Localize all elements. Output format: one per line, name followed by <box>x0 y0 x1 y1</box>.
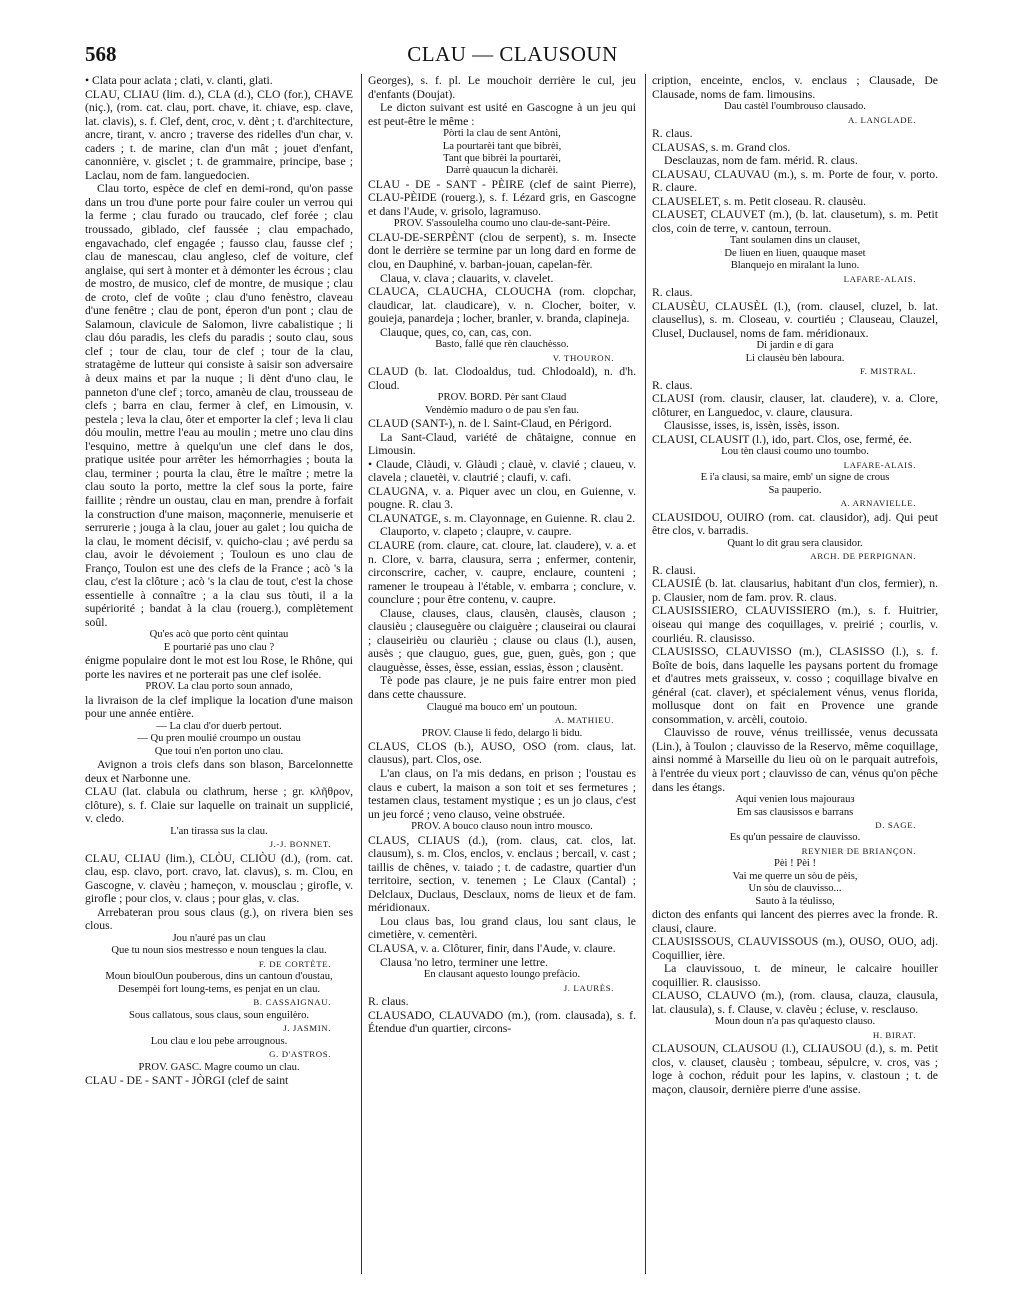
dictionary-entry: CLAUS, CLIAUS (d.), (rom. claus, cat. clos, lat. clausum), s. m. Clos, enclos, v. enclaus ; bercail, v. cast ; taillis de chênes, v. taiado ; t. de cadastre, quartier d'un territoire, section, v. tenemen ; Le Claux (Cantal) ; Delclaux, Duclaus, Desclaux, noms de lieux et de fam. méridionaux. <box>368 833 636 915</box>
dictionary-entry: • Clata pour aclata ; clati, v. clanti, glati. <box>85 74 273 87</box>
quotation-attribution: J. LAURÈS. <box>563 982 614 993</box>
quotation-attribution: G. D'ASTROS. <box>269 1049 331 1060</box>
quotation: Sous callatous, sous claus, soun enguilèro. <box>128 1009 310 1021</box>
dictionary-entry: CLAUSOUN, CLAUSOU (l.), CLIAUSOU (d.), s. m. Petit clos, v. clauset, clausèu ; tombeau, sépulcre, v. cros, vas ; loge à cochon, réduit pour les lapins, v. clastoun ; t. de maçon, clausoir, dernière pierre d'une assise. <box>652 1042 938 1097</box>
entry-paragraph: L'an claus, on l'a mis dedans, en prison ; l'oustau es claus e cubert, la maison a son toit et ses fermetures ; testamen claus, testament mystique ; es un jo claus, c'est un jeu forcé ; veno clauso, veine obstruée. <box>368 767 636 821</box>
entry-paragraph: Arrebateran prou sous claus (g.), on rivera bien ses clous. <box>85 905 353 933</box>
quotation-attribution: A. MATHIEU. <box>554 714 614 725</box>
dictionary-entry: CLAUSA, v. a. Clôturer, finir, dans l'Aude, v. claure. <box>368 942 616 955</box>
quotation: E i'a clausi, sa maire, emb' un signe de crous Sa pauperio. <box>700 472 890 496</box>
entry-continuation: dicton des enfants qui lancent des pierres avec la fronde. R. clausi, claure. <box>652 908 938 935</box>
quotation-attribution: B. CASSAIGNAU. <box>253 997 331 1008</box>
quotation: PROV. Clause li fedo, delargo li bidu. <box>421 727 583 739</box>
dictionary-entry: CLAUS, CLOS (b.), AUSO, OSO (rom. claus, lat. clausus), part. Clos, ose. <box>368 739 636 767</box>
dictionary-entry: CLAU (lat. clabula ou clathrum, herse ; gr. κλῆθρον, clôture), s. f. Claie sur laquelle on trainait un supplicié, v. cledo. <box>85 785 353 826</box>
page-header <box>85 42 940 72</box>
entry-paragraph: Clause, clauses, claus, clausèn, clausès, clauson ; clausièu ; clauseguère ou claiguère ; clauseirai ou claurai ; clauseirièu ou claurièu ; clause ou claus (l.), ausen, ausès ; que clauguo, gues, gue, guen, guès, gon ; que clauguèsse, èsses, èsse, essian, essias, èsson ; clausènt. <box>368 606 636 674</box>
dictionary-entry: CLAUSÈU, CLAUSÈL (l.), (rom. clausel, cluzel, b. lat. clausellus), s. m. Closeau, v. courtiéu ; Clauseau, Clauzel, Clusel, Duclausel, noms de fam. méridionaux. <box>652 299 938 340</box>
entry-continuation: Georges), s. f. pl. Le mouchoir derrière le cul, jeu d'enfants (Doujat). <box>368 74 636 101</box>
column-right <box>652 74 938 1097</box>
entry-paragraph: Tè pode pas claure, je ne puis faire entrer mon pied dans cette chaussure. <box>368 674 636 702</box>
dictionary-entry: CLAUSAS, s. m. Grand clos. <box>652 140 791 154</box>
entry-continuation: R. claus. <box>652 286 693 300</box>
dictionary-entry: • Claude, Clàudi, v. Glàudi ; clauè, v. clavié ; claueu, v. clavela ; clauetèi, v. clautrié ; claufi, v. cafi. <box>368 457 636 485</box>
quotation: PROV. S'assoulelha coumo uno clau-de-sant-Pèire. <box>393 218 611 230</box>
quotation: Qu'es acò que porto cènt quintau E pourtarié pas uno clau ? <box>149 629 289 653</box>
column-left <box>85 74 353 1088</box>
quotation: L'an tirassa sus la clau. <box>170 825 268 837</box>
quotation-attribution: F. DE CORTÈTE. <box>258 958 331 969</box>
quotation: Claugué ma bouco em' un poutoun. <box>426 701 578 713</box>
quotation: Tant soulamen dins un clauset, De liuen en liuen, quauque maset Blanquejo en miralant la luno. <box>724 235 866 272</box>
dictionary-entry: CLAUSISSO, CLAUVISSO (m.), CLASISSO (l.), s. f. Boîte de bois, dans laquelle les paysans portent du fromage et d'autres mets graisseux, v. cosso ; coquillage bivalve en général (cat. claver), et spécialement vénus, venus florida, mollusque dont on fait en Provence une grande consommation, v. arcèli, coutoio. <box>652 645 938 726</box>
entry-paragraph: Clauque, ques, co, can, cas, con. <box>380 325 532 339</box>
quotation-attribution: H. BIRAT. <box>872 1029 916 1040</box>
quotation: PROV. A bouco clauso noun intro mousco. <box>411 821 593 833</box>
dictionary-entry: CLAU, CLIAU (lim. d.), CLA (d.), CLO (for.), CHAVE (niç.), (rom. cat. clau, port. chave, it. chiave, esp. clave, lat. clavis), s. f. Clef, dent, croc, v. dènt ; t. d'architecture, ancre, tirant, v. ancro ; traverse des ridelles d'un char, v. caders ; t. de marine, clan d'un mât ; jouet d'enfant, canonnière, v. gisclet ; t. de grammaire, principe, base ; Laclau, nom de fam. languedocien. <box>85 87 353 182</box>
dictionary-entry: CLAUSISSOUS, CLAUVISSOUS (m.), OUSO, OUO, adj. Coquillier, ière. <box>652 935 938 962</box>
dictionary-entry: CLAUSADO, CLAUVADO (m.), (rom. clausada), s. f. Étendue d'un quartier, circons- <box>368 1008 636 1036</box>
dictionary-entry: CLAU - DE - SANT - JÒRGI (clef de saint <box>85 1074 289 1088</box>
dictionary-entry: CLAUSAU, CLAUVAU (m.), s. m. Porte de four, v. porto. R. claure. <box>652 167 938 195</box>
dictionary-entry: CLAUSET, CLAUVET (m.), (b. lat. clausetum), s. m. Petit clos, coin de terre, v. cantoun, terroun. <box>652 208 938 235</box>
page-number: 568 <box>85 42 117 66</box>
quotation-attribution: F. MISTRAL. <box>860 366 916 377</box>
quotation: Lou tèn clausi coumo uno toumbo. <box>721 446 869 458</box>
quotation: Quant lo dit grau sera clausidor. <box>727 537 863 549</box>
column-middle <box>368 74 636 1036</box>
dictionary-entry: CLAU-DE-SERPÈNT (clou de serpent), s. m. Insecte dont le derrière se termine par un long dard en forme de clou, en Dauphiné, v. barban-jouan, capelan-fèr. <box>368 230 636 271</box>
entry-continuation: cription, enceinte, enclos, v. enclaus ; Clausade, De Clausade, noms de fam. limousins. <box>652 74 938 101</box>
entry-paragraph: Avignon a trois clefs dans son blason, Barcelonnette deux et Narbonne une. <box>85 758 353 785</box>
dictionary-entry: CLAUSO, CLAUVO (m.), (rom. clausa, clauza, clausula, lat. clausula), s. f. Clause, v. clavèu ; écluse, v. resclauso. <box>652 989 938 1016</box>
quotation: Basto, fallé que rèn clauchèsso. <box>435 339 569 351</box>
entry-continuation: énigme populaire dont le mot est lou Rose, le Rhône, qui porte les navires et ne porterait pas une clef isolée. <box>85 654 353 681</box>
entry-continuation: la livraison de la clef implique la location d'une maison pour une année entière. <box>85 693 353 721</box>
quotation: Di jardin e di gara Li clausèu bèn laboura. <box>745 340 845 364</box>
quotation-attribution: ARCH. DE PERPIGNAN. <box>810 551 916 562</box>
dictionary-entry: CLAUSISSIERO, CLAUVISSIERO (m.), s. f. Huitrier, oiseau qui mange des coquillages, v. preirié ; courlis, v. courliéu. R. clausisso. <box>652 604 938 645</box>
entry-paragraph: Clauporto, v. clapeto ; claupre, v. caupre. <box>380 525 572 539</box>
dictionary-entry: CLAUSI (rom. clausir, clauser, lat. claudere), v. a. Clore, clôturer, en Languedoc, v. claure, clausura. <box>652 392 938 419</box>
quotation: Lou clau e lou pebe arrougnous. <box>150 1035 288 1047</box>
entry-paragraph: La Sant-Claud, variété de châtaigne, connue en Limousin. <box>368 430 636 458</box>
quotation: Aqui venien lous majourauз Em sas clausissos e barrans <box>735 794 855 818</box>
column-rule <box>645 74 646 1274</box>
entry-paragraph: Clausa 'no letro, terminer une lettre. <box>380 955 548 969</box>
entry-paragraph: Lou claus bas, lou grand claus, lou sant claus, le cimetière, v. cementèri. <box>368 914 636 942</box>
quotation-attribution: A. ARNAVIELLE. <box>840 498 916 509</box>
quotation: Moun doun n'a pas qu'aquesto clauso. <box>714 1016 876 1028</box>
entry-continuation: R. claus. <box>652 378 693 392</box>
entry-continuation: R. claus. <box>652 127 693 141</box>
dictionary-entry: CLAUSI, CLAUSIT (l.), ido, part. Clos, ose, fermé, ée. <box>652 432 912 446</box>
quotation-attribution: A. LANGLADE. <box>847 114 916 125</box>
dictionary-entry: CLAU - DE - SANT - PÈIRE (clef de saint Pierre), CLAU-PÈIDE (rouerg.), s. f. Lézard gris, en Gascogne et dans l'Aude, v. grisolo, lagramuso. <box>368 177 636 218</box>
quotation: PROV. GASC. Magre coumo un clau. <box>138 1061 300 1073</box>
entry-paragraph: Desclauzas, nom de fam. mérid. R. claus. <box>664 154 858 168</box>
quotation-attribution: V. THOURON. <box>552 352 614 363</box>
quotation: Es qu'un pessaire de clauvisso. <box>729 832 861 844</box>
quotation: PROV. La clau porto soun annado, <box>145 681 293 693</box>
dictionary-entry: CLAUCA, CLAUCHA, CLOUCHA (rom. clopchar, claudicar, lat. claudicare), v. n. Clocher, boiter, v. gouieja, panardeja ; locher, branler, v. branda, clapineja. <box>368 285 636 326</box>
entry-paragraph: Clausisse, isses, is, issèn, issès, isson. <box>664 419 840 433</box>
quotation-attribution: REYNIER DE BRIANÇON. <box>801 845 916 856</box>
quotation-attribution: J. JASMIN. <box>283 1023 331 1034</box>
entry-paragraph: La clauvissouo, t. de mineur, le calcaire houiller coquillier. R. clausisso. <box>652 962 938 989</box>
entry-continuation: R. clausi. <box>652 563 696 577</box>
dictionary-entry: CLAUGNA, v. a. Piquer avec un clou, en Guienne, v. pougne. R. clau 3. <box>368 484 636 512</box>
quotation-attribution: D. SAGE. <box>875 819 916 830</box>
dictionary-entry: CLAURE (rom. claure, cat. cloure, lat. claudere), v. a. et n. Clore, v. barra, clausura, serra ; enfermer, contenir, circonscrire, cacher, v. caupre, enclaure, counteni ; ramener le troupeau à l'étable, v. embarra ; conclure, v. counclure ; pour être contenu, v. caupre. <box>368 539 636 607</box>
quotation: Jou n'auré pas un clau Que tu noun sios mestresso e noun tengues la clau. <box>111 933 327 957</box>
quotation: Pòrti la clau de sent Antòni, La pourtarèi tant que bibrèi, Tant que bibrèi la pourtarèi, Darrè quaucun la dicharèi. <box>442 128 562 177</box>
entry-paragraph: Clau torto, espèce de clef en demi-rond, qu'on passe dans un trou d'une porte pour faire couler un verrou qui la ferme ; clau furado ou traucado, clef forée ; clau troussado, giblado, clef faussée ; clau empachado, engavachado, clef engagée ; fausso clau, fausse clef ; clau de manescau, clau angleso, clef de voiture, clef anglaise, qui sert à monter et à démonter les écrous ; clau de mostro, de musico, clef de montre, de musique ; clau de croto, clef de voûte ; clau d'uno fenèstro, claveau d'une fenêtre ; clau de pont, éperon d'un pont ; clau de Salamoun, clavicule de Salomon, livre cabalistique ; li clau dóu paradis, les clefs du paradis ; souto clau, sous clef ; tour de clau, tour de clef ; tour de la clau, stratagème de lutteur qui consiste à saisir son adversaire à deux mains et par la nuque ; li dènt d'uno clau, le panneton d'une clef ; torco, amanèu de clau, trousseau de clefs ; barra en clau, fermer à clef, en Limousin, v. pestela ; leva la clau, ôter et emporter la clef ; leva li clau dóu moulin, mettre l'eau au moulin ; metre uno clau dins l'esquino, mettre à quelqu'un une clef dans le dos, pratique usitée pour arrêter les hémorrhagies ; bouta la clau, terminer ; pourta la clau, être le maître ; metre la clau souto la porto, mettre la clef sous la porte, faire faillite ; rèndre un oustau, clau en man, prendre à forfait la construction d'une maison, maçonnerie, menuiserie et serrurerie ; jouga à la clau, jouer au galet ; lou quicha de la clau, le moment décisif, v. quicho-clau ; avé perdu sa clau, avoir le dévoiement ; Touloun es uno clau de Franço, Toulon est une des clefs de la France ; acò 's la clau, c'est la clôture ; acò 's la clau de tout, c'est la chose essentielle à connaître ; a la clau sus tòuti, il a la supériorité ; bandat à la clau (rouerg.), complètement soûl. <box>85 182 353 629</box>
quotation-attribution: LAFARE-ALAIS. <box>843 459 916 470</box>
dictionary-entry: CLAU, CLIAU (lim.), CLÒU, CLIÒU (d.), (rom. cat. clau, esp. clavo, port. cravo, lat. clavus), s. m. Clou, en Gascogne, v. clavèu ; hameçon, v. mousclau ; girofle, v. girofle ; pour clos, v. claus ; pour glas, v. clas. <box>85 851 353 906</box>
dictionary-entry: CLAUD (b. lat. Clodoaldus, tud. Chlodoald), n. d'h. Cloud. <box>368 365 636 392</box>
quotation: Pèi ! Pèi ! Vai me querre un sòu de pèis, Un sòu de clauvisso... Sauto à la téulisso, <box>732 858 858 907</box>
quotation: — La clau d'or duerb pertout. — Qu pren moulié croumpo un oustau Que toui n'en porton uno clau. <box>137 720 301 757</box>
dictionary-entry: CLAUD (SANT-), n. de l. Saint-Claud, en Périgord. <box>368 417 612 431</box>
quotation: Dau castèl l'oumbrouso clausado. <box>724 101 866 113</box>
quotation-attribution: LAFARE-ALAIS. <box>843 273 916 284</box>
entry-paragraph: Clauvisso de rouve, vénus treillissée, venus decussata (Lin.), à Toulon ; clauvisso de la Reservo, même coquillage, ainsi nommé à Marseille du lieu où on le parquait autrefois, à l'entrée du vieux port ; clauvisso de can, vénus qu'on pêche dans les étangs. <box>652 726 938 794</box>
quotation: Moun bioulOun pouberous, dins un cantoun d'oustau, Desempèi fort loung-tems, es penjat en un clau. <box>105 971 333 995</box>
entry-paragraph: Le dicton suivant est usité en Gascogne à un jeu qui est peut-être le même : <box>368 101 636 128</box>
quotation: En clausant aquesto loungo prefàcio. <box>423 969 581 981</box>
dictionary-entry: CLAUSELET, s. m. Petit closeau. R. clausèu. <box>652 194 867 208</box>
quotation: PROV. BORD. Pèr sant Claud Vendèmio maduro o de pau s'en fau. <box>424 392 579 416</box>
dictionary-entry: CLAUSIDOU, OUIRO (rom. cat. clausidor), adj. Qui peut être clos, v. barradis. <box>652 510 938 538</box>
quotation-attribution: J.-J. BONNET. <box>269 839 331 850</box>
entry-paragraph: Claua, v. clava ; clauarits, v. clavelet. <box>380 271 554 285</box>
entry-continuation: R. claus. <box>368 995 409 1009</box>
dictionary-entry: CLAUNATGE, s. m. Clayonnage, en Guienne. R. clau 2. <box>368 511 636 525</box>
dictionary-entry: CLAUSIÉ (b. lat. clausarius, habitant d'un clos, fermier), n. p. Clausier, nom de fam. prov. R. claus. <box>652 577 938 604</box>
running-head: CLAU — CLAUSOUN <box>407 42 618 66</box>
column-rule <box>361 74 362 1274</box>
